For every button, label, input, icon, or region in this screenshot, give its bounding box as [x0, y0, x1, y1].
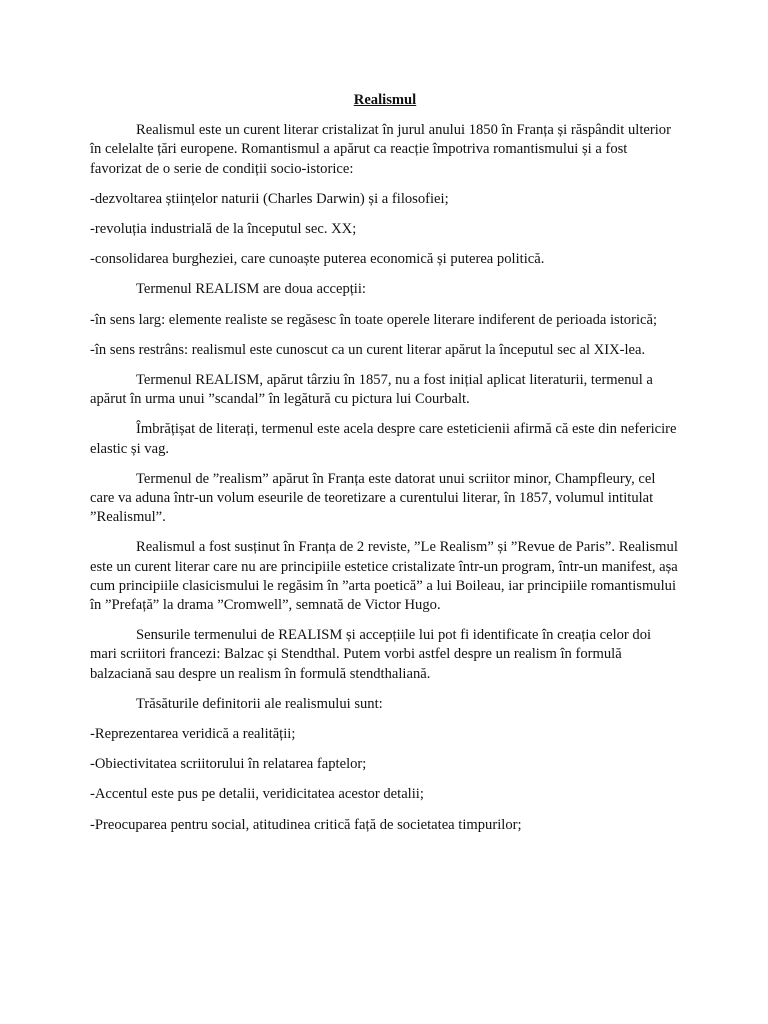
paragraph: Termenul de ”realism” apărut în Franța este datorat unui scriitor minor, Champfleury, cel care va aduna într-un volum eseurile de teoretizare a curentului literar, în 1857, volumul intitulat ”Realismul”.	[90, 470, 656, 526]
paragraph: Realismul este un curent literar cristalizat în jurul anului 1850 în Franța și răspândit ulterior în celelalte țări europene. Romantismul a apărut ca reacție împotriva romantismului și a fost favorizat de o serie de condiții socio-istorice:	[90, 122, 671, 177]
paragraph: Îmbrățișat de literați, termenul este acela despre care esteticienii afirmă că este din nefericire elastic și vag.	[90, 421, 677, 457]
list-item: -Accentul este pus pe detalii, veridicitatea acestor detalii;	[90, 786, 424, 803]
list-item: -revoluția industrială de la începutul sec. XX;	[90, 221, 357, 238]
list-item: -Reprezentarea veridică a realității;	[90, 726, 296, 743]
paragraph: Realismul a fost susținut în Franța de 2 reviste, ”Le Realism” și ”Revue de Paris”. Realismul este un curent literar care nu are principiile estetice cristalizate într-un program, într-un manifest, așa cum principiile clasicismului le regăsim în ”arta poetică” a lui Boileau, iar principiile romantismului în ”Prefață” la drama ”Cromwell”, semnată de Victor Hugo.	[90, 539, 678, 614]
list-item: -în sens larg: elemente realiste se regăsesc în toate operele literare indiferent de perioada istorică;	[90, 311, 658, 328]
paragraph: Termenul REALISM, apărut târziu în 1857, nu a fost inițial aplicat literaturii, termenul a apărut în urma unui ”scandal” în legătură cu pictura lui Courbalt.	[90, 372, 653, 408]
list-item: -dezvoltarea științelor naturii (Charles Darwin) și a filosofiei;	[90, 190, 449, 207]
list-item: -în sens restrâns: realismul este cunoscut ca un curent literar apărut la începutul sec al XIX-lea.	[90, 341, 646, 358]
paragraph: Trăsăturile definitorii ale realismului sunt:	[136, 695, 383, 712]
document-title: Realismul	[353, 92, 417, 108]
list-item: -Preocuparea pentru social, atitudinea critică față de societatea timpurilor;	[90, 816, 522, 833]
paragraph-list	[90, 121, 680, 835]
list-item: -consolidarea burgheziei, care cunoaște puterea economică și puterea politică.	[90, 251, 545, 268]
list-item: -Obiectivitatea scriitorului în relatarea faptelor;	[90, 756, 367, 773]
paragraph: Sensurile termenului de REALISM și accepțiile lui pot fi identificate în creația celor doi mari scriitori francezi: Balzac și Stendthal. Putem vorbi astfel despre un realism în formulă balzaciană sau despre un realism în formulă stendthaliană.	[90, 627, 652, 682]
document-body	[90, 91, 680, 846]
paragraph: Termenul REALISM are doua accepții:	[136, 281, 366, 298]
